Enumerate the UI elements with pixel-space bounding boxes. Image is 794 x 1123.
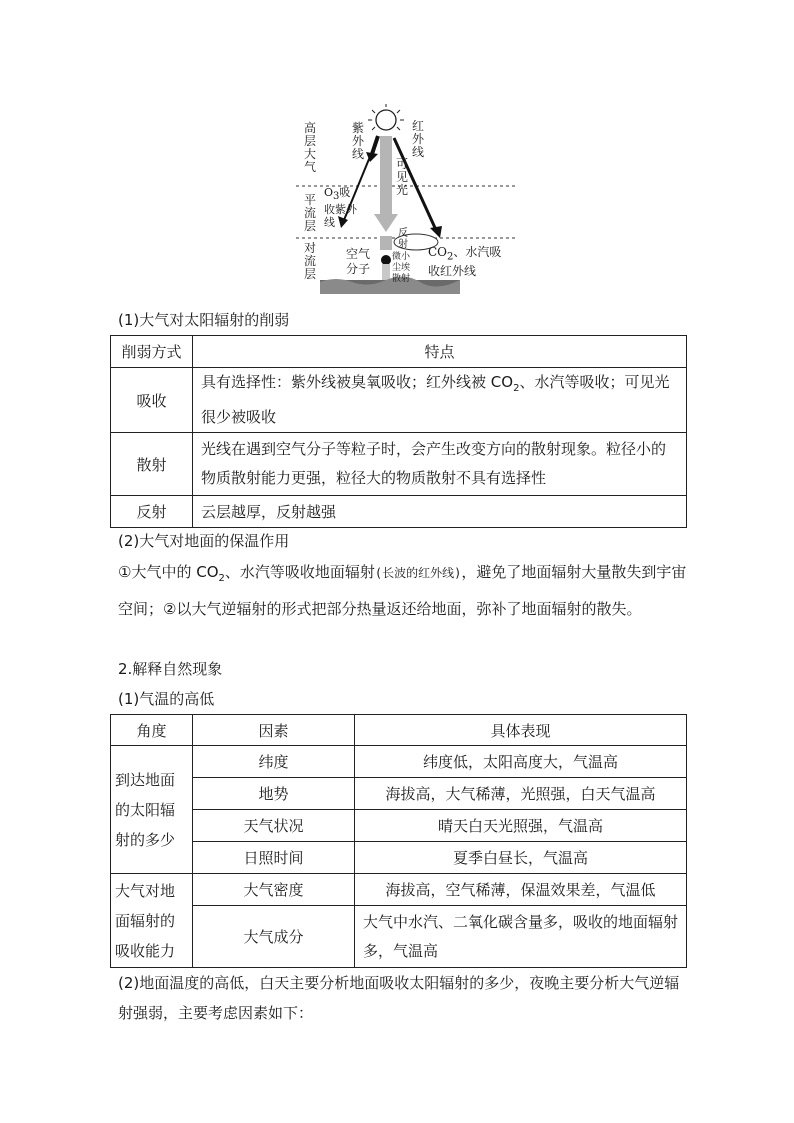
co2-sub: 2 [218, 573, 225, 584]
co2-post: 、水汽吸收红外线 [428, 245, 502, 279]
table-row [111, 842, 687, 874]
section2-paragraph [118, 557, 688, 624]
header-factor: 因素 [193, 715, 355, 746]
co2-text: CO [428, 245, 448, 259]
table-row [111, 874, 687, 906]
para-text-mid: 、水汽等吸收地面辐射 [224, 563, 375, 581]
para-text: ①大气中的 CO [118, 563, 219, 581]
header-angle: 角度 [111, 715, 193, 746]
feature-text: 具有选择性：紫外线被臭氧吸收；红外线被 CO [201, 373, 514, 391]
feature-cell: 光线在遇到空气分子等粒子时，会产生改变方向的散射现象。粒径小的物质散射能力更强，粒径大的物质散射不具有选择性 [193, 433, 687, 496]
table-row [111, 496, 687, 528]
feature-text-post: 、水汽等吸收；可见光很少被吸收 [201, 373, 670, 426]
detail-cell: 海拔高，大气稀薄，光照强，白天气温高 [355, 778, 687, 810]
co2-sub: 2 [513, 383, 520, 394]
temperature-table [110, 714, 687, 968]
section4-paragraph: (2)地面温度的高低，白天主要分析地面吸收太阳辐射的多少，夜晚主要分析大气逆辐射强弱，主要考虑因素如下： [118, 974, 680, 1022]
handwritten-note: (长波的红外线) [374, 566, 462, 580]
section3-subtitle: (1)气温的高低 [118, 690, 215, 708]
factor-cell: 大气密度 [193, 874, 355, 906]
section1-title: (1)大气对太阳辐射的削弱 [118, 311, 290, 329]
detail-cell: 海拔高，空气稀薄，保温效果差，气温低 [355, 874, 687, 906]
visible-light-arrow [380, 136, 392, 216]
factor-cell: 天气状况 [193, 810, 355, 842]
table-row [111, 810, 687, 842]
mode-cell: 散射 [111, 433, 193, 496]
air-molecule-icon [381, 255, 391, 265]
label-air-molecule: 空气分子 [346, 247, 371, 276]
mode-cell: 反射 [111, 496, 193, 528]
detail-cell: 大气中水汽、二氧化碳含量多，吸收的地面辐射多，气温高 [355, 906, 687, 968]
table-row [111, 906, 687, 968]
section3-heading: 2.解释自然现象 [118, 660, 223, 678]
label-co2-absorb [428, 245, 512, 279]
table-row [111, 433, 687, 496]
factor-cell: 纬度 [193, 746, 355, 778]
feature-cell: 云层越厚，反射越强 [193, 496, 687, 528]
table-header-row [111, 336, 687, 368]
header-detail: 具体表现 [355, 715, 687, 746]
label-stratosphere: 平流层 [304, 193, 317, 233]
o3-text: O [324, 186, 334, 199]
label-visible: 可见光 [396, 157, 409, 197]
o3-post: 吸收紫外线 [324, 186, 357, 230]
label-scatter: 微小尘埃散射 [392, 252, 411, 284]
label-ir: 红外线 [412, 119, 425, 159]
label-o3-absorb [324, 186, 358, 229]
table-row [111, 368, 687, 433]
header-feature: 特点 [193, 336, 687, 368]
header-mode: 削弱方式 [111, 336, 193, 368]
mode-cell: 吸收 [111, 368, 193, 433]
group-absorption: 大气对地面辐射的吸收能力 [111, 874, 193, 968]
group-solar-radiation: 到达地面的太阳辐射的多少 [111, 746, 193, 874]
label-high-atmosphere: 高层大气 [304, 121, 317, 174]
label-troposphere: 对流层 [304, 241, 317, 281]
factor-cell: 日照时间 [193, 842, 355, 874]
label-uv: 紫外线 [352, 121, 365, 161]
detail-cell: 纬度低，太阳高度大，气温高 [355, 746, 687, 778]
feature-cell [193, 368, 687, 433]
factor-cell: 大气成分 [193, 906, 355, 968]
factor-cell: 地势 [193, 778, 355, 810]
label-reflect: 反射 [398, 228, 408, 250]
atmosphere-diagram [296, 102, 516, 298]
table-header-row [111, 715, 687, 746]
section2-title: (2)大气对地面的保温作用 [118, 532, 290, 550]
weakening-table [110, 335, 687, 528]
o3-sub: 3 [333, 191, 340, 203]
co2-sub: 2 [447, 251, 454, 263]
detail-cell: 晴天白天光照强，气温高 [355, 810, 687, 842]
table-row [111, 778, 687, 810]
detail-cell: 夏季白昼长，气温高 [355, 842, 687, 874]
para-text-post: ，避免了地面辐射大量散失到宇宙空间；②以大气逆辐射的形式把部分热量返还给地面，弥补了地面辐射的散失。 [118, 563, 687, 618]
table-row [111, 746, 687, 778]
sun-icon [368, 104, 404, 130]
